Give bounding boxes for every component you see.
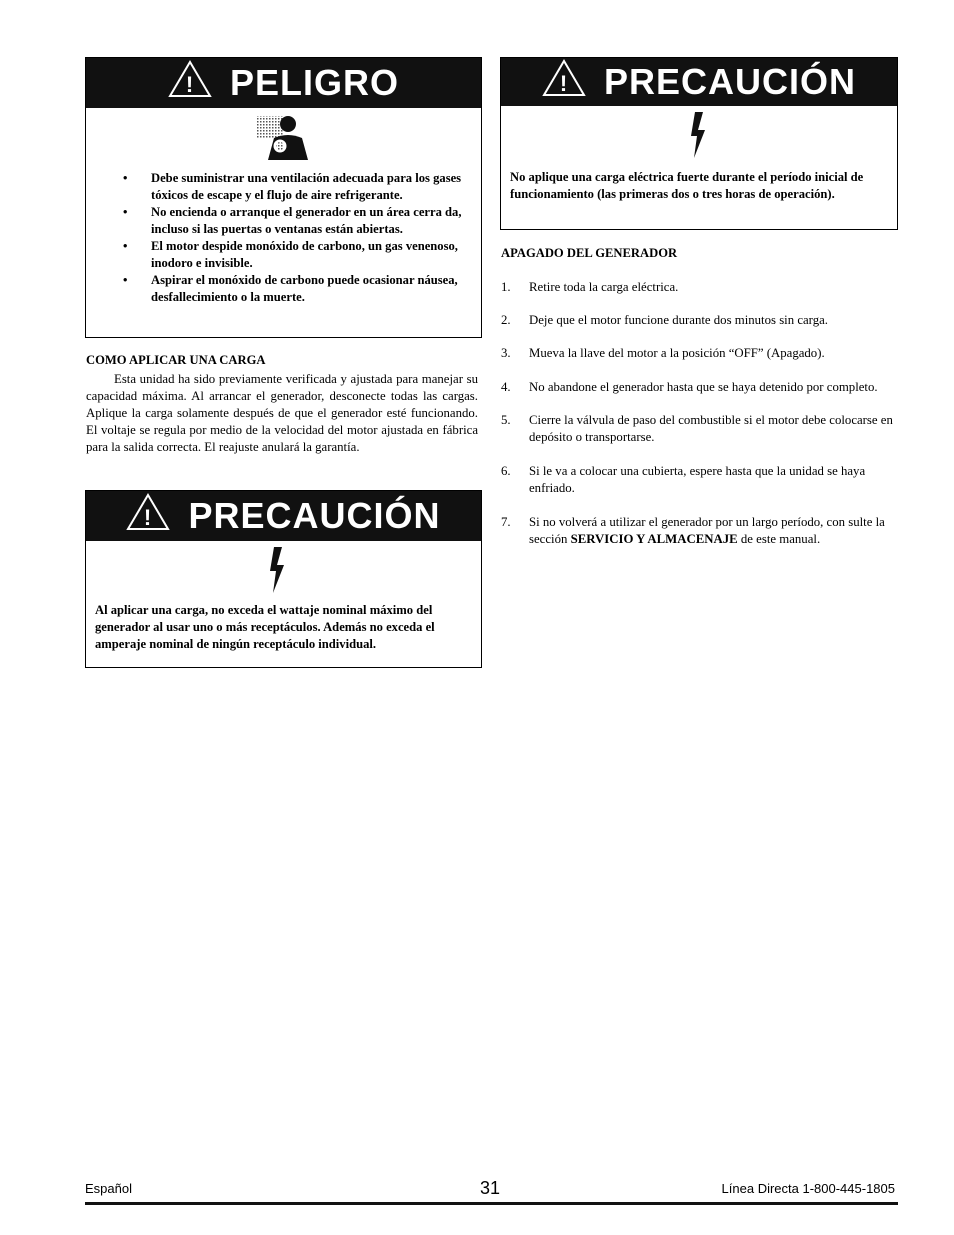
list-item: 6. Si le va a colocar una cubierta, espere hasta que la unidad se haya enfriado.: [501, 464, 866, 495]
list-item: 5. Cierre la válvula de paso del combustible si el motor debe colocarse en depósito o transportarse.: [501, 413, 893, 444]
list-item: • Aspirar el monóxido de carbono puede ocasionar náusea, desfallecimiento o la muerte.: [123, 272, 473, 306]
danger-box: [85, 57, 482, 338]
list-item: 4. No abandone el generador hasta que se haya detenido por completo.: [501, 380, 878, 394]
page-number: 31: [480, 1178, 501, 1198]
svg-text:!: !: [185, 71, 195, 97]
caution-box-left: [85, 490, 482, 668]
footer-divider: [85, 1202, 898, 1205]
danger-title: PELIGRO: [229, 62, 400, 103]
footer-hotline: Línea Directa 1-800-445-1805: [721, 1181, 895, 1196]
danger-list: [123, 170, 473, 306]
caution-text-left: Al aplicar una carga, no exceda el wattaje nominal máximo del generador al usar uno o más receptáculos. Además no exceda el amperaje nominal de ningún receptáculo individual.: [95, 603, 435, 651]
toxic-fumes-icon: [254, 112, 310, 162]
manual-section-reference: SERVICIO Y ALMACENAJE: [570, 532, 738, 546]
load-section-body: Esta unidad ha sido previamente verificada y ajustada para manejar su capacidad máxima. Al arrancar el generador, desconecte todas las cargas. Aplique la carga solamente después de que el generador esté funcionando. El voltaje se regula por medio de la velocidad del motor ajustada en fábrica para la salida correcta. El reajuste anulará la garantía.: [86, 372, 478, 454]
list-item: • Debe suministrar una ventilación adecuada para los gases tóxicos de escape y el flujo de aire refrigerante.: [123, 170, 473, 204]
shutdown-steps: [501, 279, 898, 548]
caution-header-left: [86, 491, 481, 541]
page-footer: [85, 1178, 898, 1202]
footer-language: Español: [85, 1181, 132, 1196]
warning-triangle-icon: [168, 60, 212, 107]
electric-shock-icon: [687, 110, 711, 160]
caution-text-right: No aplique una carga eléctrica fuerte durante el período inicial de funcionamiento (las primeras dos o tres horas de operación).: [510, 170, 864, 201]
caution-title-right: PRECAUCIÓN: [603, 61, 856, 102]
list-item: 1. Retire toda la carga eléctrica.: [501, 280, 679, 294]
list-item: 3. Mueva la llave del motor a la posición “OFF” (Apagado).: [501, 346, 825, 360]
list-item: • No encienda o arranque el generador en un área cerra da, incluso si las puertas o ventanas están abiertas.: [123, 204, 473, 238]
caution-header-right: [501, 58, 897, 106]
warning-triangle-icon: [542, 59, 586, 106]
warning-triangle-icon: [126, 493, 170, 540]
danger-header: [86, 58, 481, 108]
caution-title-left: PRECAUCIÓN: [188, 495, 441, 536]
svg-text:!: !: [144, 504, 153, 530]
shutdown-section-title: APAGADO DEL GENERADOR: [501, 246, 678, 260]
list-item: • El motor despide monóxido de carbono, un gas venenoso, inodoro e invisible.: [123, 238, 473, 272]
caution-box-right: [500, 57, 898, 230]
list-item: 2. Deje que el motor funcione durante dos minutos sin carga.: [501, 313, 828, 327]
svg-text:!: !: [559, 70, 569, 96]
load-section-title: COMO APLICAR UNA CARGA: [86, 353, 266, 367]
electric-shock-icon: [266, 545, 290, 595]
list-item: 7. Si no volverá a utilizar el generador por un largo período, con sulte la sección SERVICIO Y ALMACENAJE de este manual.: [501, 515, 885, 546]
